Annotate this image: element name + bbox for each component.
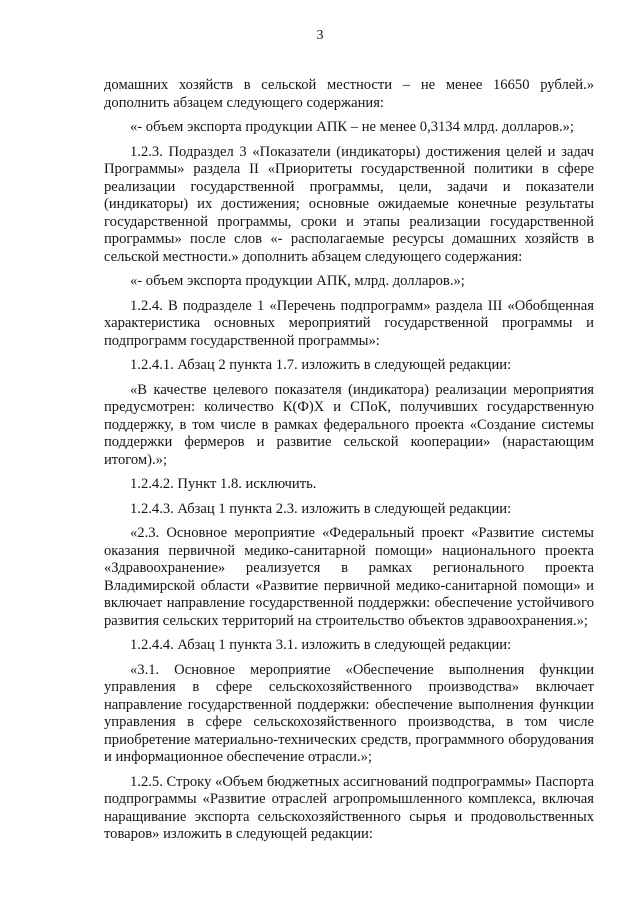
paragraph-2-3: «2.3. Основное мероприятие «Федеральный проект «Развитие системы оказания первичной медико-санитарной помощи» национального проекта «Здравоохранение» реализуется в рамках регионального проекта Владимирской области «Развитие первичной медико-санитарной помощи» и включает направление государственной поддержки: обеспечение устойчивого развития сельских территорий на строительство объектов здравоохранения.»; [104, 525, 594, 629]
document-body [104, 77, 594, 851]
paragraph-1-2-4-3: 1.2.4.3. Абзац 1 пункта 2.3. изложить в следующей редакции: [130, 500, 512, 517]
paragraph-1-2-3: 1.2.3. Подраздел 3 «Показатели (индикаторы) достижения целей и задач Программы» раздела II «Приоритеты государственной политики в сфере реализации государственной программы, цели, задачи и показатели (индикаторы) их достижения; основные ожидаемые конечные результаты государственной программы, сроки и этапы реализации государственной программы» после слов «- располагаемые ресурсы домашних хозяйств в сельской местности.» дополнить абзацем следующего содержания: [104, 143, 594, 265]
paragraph-1-2-5: 1.2.5. Строку «Объем бюджетных ассигнований подпрограммы» Паспорта подпрограммы «Развитие отраслей агропромышленного комплекса, включая наращивание экспорта сельскохозяйственного сырья и продовольственных товаров» изложить в следующей редакции: [104, 773, 594, 842]
paragraph-export-value: «- объем экспорта продукции АПК – не менее 0,3134 млрд. долларов.»; [130, 119, 574, 135]
paragraph-1-2-4-4: 1.2.4.4. Абзац 1 пункта 3.1. изложить в следующей редакции: [130, 637, 512, 653]
paragraph-1-2-4-2: 1.2.4.2. Пункт 1.8. исключить. [130, 476, 317, 492]
paragraph-1-2-4-1: 1.2.4.1. Абзац 2 пункта 1.7. изложить в следующей редакции: [130, 357, 512, 373]
paragraph-export-unit: «- объем экспорта продукции АПК, млрд. долларов.»; [130, 273, 465, 289]
paragraph-3-1: «3.1. Основное мероприятие «Обеспечение выполнения функции управления в сфере сельскохозяйственного производства» включает направление государственной поддержки: обеспечение выполнения функции управления в сфере сельскохозяйственного производства, в том числе приобретение материально-технических средств, программного оборудования и информационное обеспечение отрасли.»; [104, 661, 594, 765]
paragraph-continuation: домашних хозяйств в сельской местности – не менее 16650 рублей.» дополнить абзацем следующего содержания: [104, 77, 594, 111]
paragraph-target-indicator: «В качестве целевого показателя (индикатора) реализации мероприятия предусмотрен: количество К(Ф)Х и СПоК, получивших государственную поддержку, в том числе в рамках федерального проекта «Создание системы поддержки фермеров и развитие сельской кооперации» (нарастающим итогом).»; [104, 381, 594, 468]
paragraph-1-2-4: 1.2.4. В подразделе 1 «Перечень подпрограмм» раздела III «Обобщенная характеристика основных мероприятий государственной программы и подпрограмм государственной программы»: [104, 297, 594, 349]
page-number: 3 [316, 28, 324, 43]
